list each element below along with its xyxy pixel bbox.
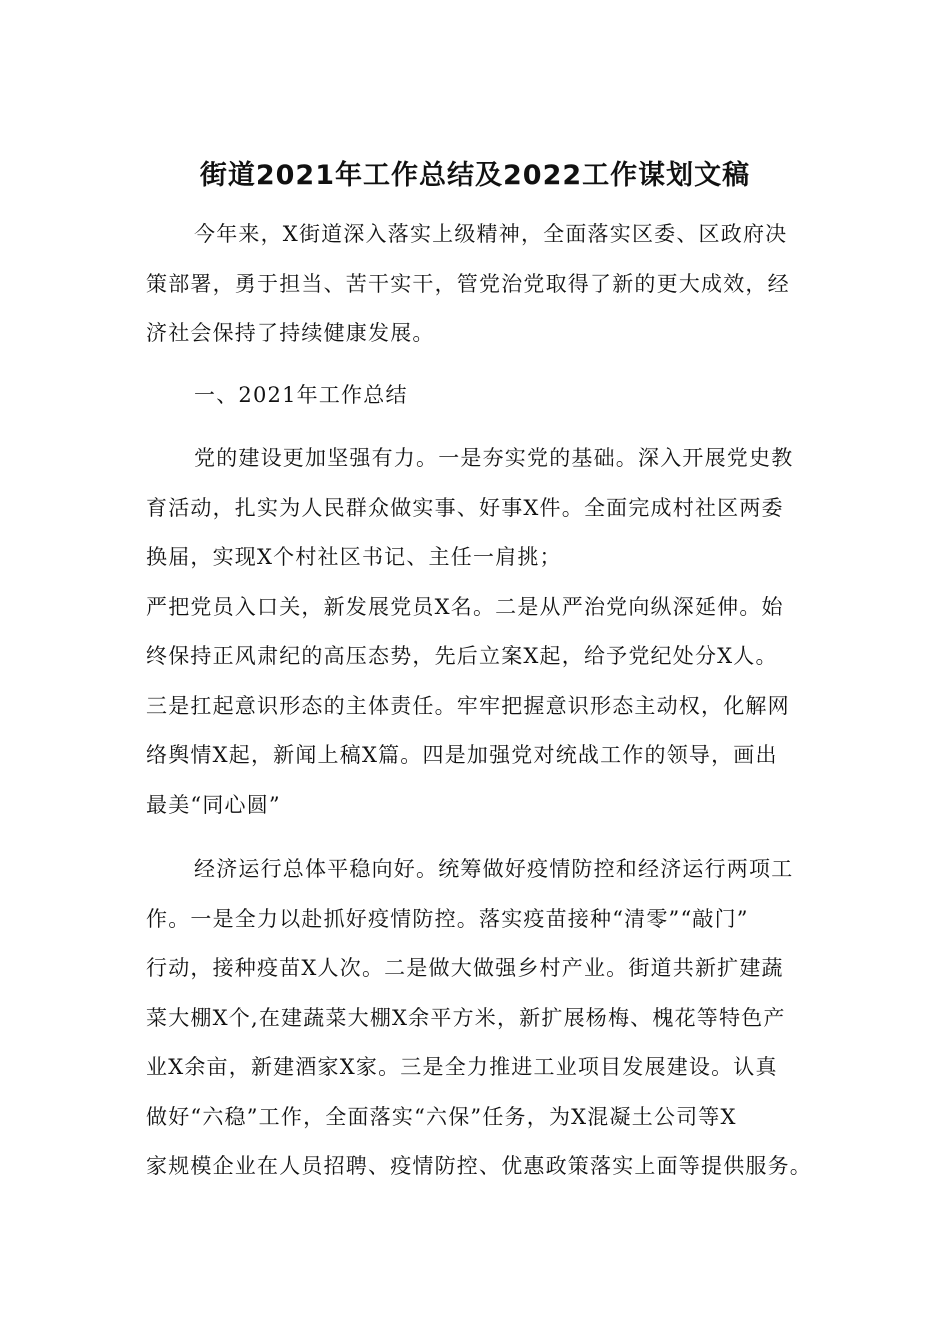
intro-line: 策部署，勇于担当、苦干实干，管党治党取得了新的更大成效，经 bbox=[146, 271, 790, 296]
economy-line: 家规模企业在人员招聘、疫情防控、优惠政策落实上面等提供服务。 bbox=[146, 1154, 812, 1178]
economy-line: 经济运行总体平稳向好。统筹做好疫情防控和经济运行两项工 bbox=[194, 857, 794, 881]
section-heading bbox=[146, 371, 812, 421]
party-line: 络舆情X起，新闻上稿X篇。四是加强党对统战工作的领导，画出 bbox=[146, 743, 778, 767]
economy-paragraph bbox=[146, 845, 812, 1192]
party-line: 育活动，扎实为人民群众做实事、好事X件。全面完成村社区两委 bbox=[146, 495, 784, 520]
party-line: 最美“同心圆” bbox=[146, 792, 281, 817]
economy-line: 业X余亩，新建酒家X家。三是全力推进工业项目发展建设。认真 bbox=[146, 1055, 778, 1079]
economy-line: 菜大棚X个,在建蔬菜大棚X余平方米，新扩展杨梅、槐花等特色产 bbox=[146, 1005, 786, 1030]
party-line: 终保持正风肃纪的高压态势，先后立案X起，给予党纪处分X人。 bbox=[146, 644, 778, 668]
party-line: 三是扛起意识形态的主体责任。牢牢把握意识形态主动权，化解网 bbox=[146, 693, 790, 718]
party-building-paragraph bbox=[146, 434, 812, 830]
party-line: 党的建设更加坚强有力。一是夯实党的基础。深入开展党史教 bbox=[194, 446, 794, 470]
economy-line: 做好“六稳”工作，全面落实“六保”任务，为X混凝土公司等X bbox=[146, 1104, 737, 1129]
economy-line: 作。一是全力以赴抓好疫情防控。落实疫苗接种“清零”“敲门” bbox=[146, 906, 749, 931]
party-line: 严把党员入口关，新发展党员X名。二是从严治党向纵深延伸。始 bbox=[146, 594, 784, 619]
intro-paragraph bbox=[146, 210, 812, 359]
party-line: 换届，实现X个村社区书记、主任一肩挑； bbox=[146, 545, 562, 569]
section-1-heading: 一、2021年工作总结 bbox=[194, 383, 408, 407]
economy-line: 行动，接种疫苗X人次。二是做大做强乡村产业。街道共新扩建蔬 bbox=[146, 956, 784, 980]
intro-line: 济社会保持了持续健康发展。 bbox=[146, 321, 435, 345]
intro-line: 今年来，X街道深入落实上级精神，全面落实区委、区政府决 bbox=[194, 222, 788, 246]
document-title: 街道2021年工作总结及2022工作谋划文稿 bbox=[199, 160, 751, 191]
